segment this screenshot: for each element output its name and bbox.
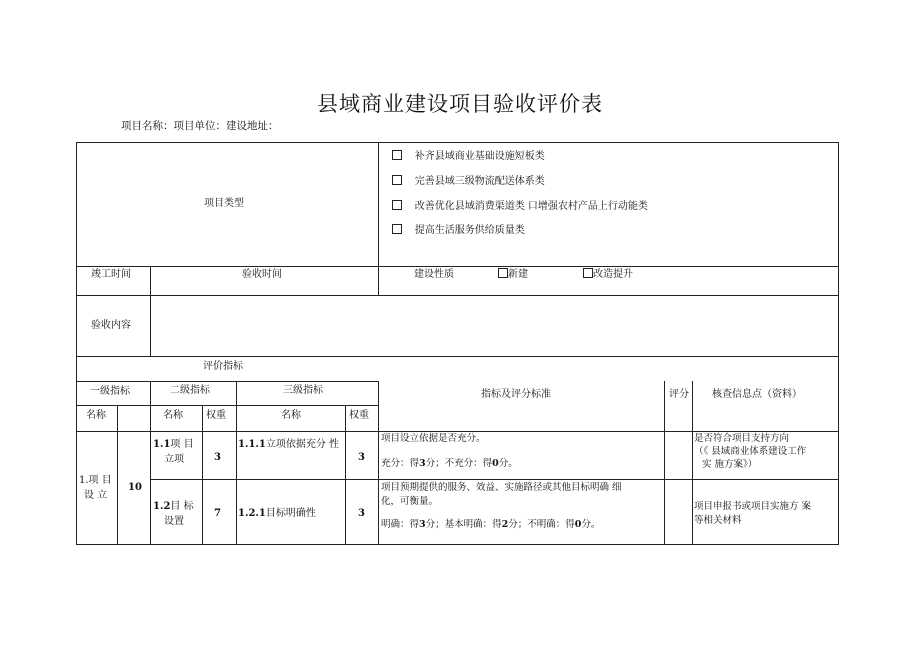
l3-name-1-2-1: 1.2.1目标明确性 [238,508,316,519]
criteria-1-2-1-scoring: 明确：得3分；基本明确：得2分；不明确：得0分。 [381,519,601,530]
level3-header: 三级指标 [283,385,323,396]
l1-name-line1: 1.项 目 [79,475,112,486]
l3-name-1-1-1: 1.1.1立项依据充分 性 [238,439,340,450]
checkbox-icon[interactable] [392,150,402,160]
l3-weight-1-1-1: 3 [358,452,365,463]
nature-new-option[interactable]: 新建 [498,268,528,282]
l2-weight-1-1: 3 [214,452,221,463]
l2-name-1-2: 1.2目 标 [153,501,194,512]
level2-header: 二级指标 [170,385,210,396]
page-title: 县域商业建设项目验收评价表 [317,92,603,116]
eval-index-header: 评价指标 [203,361,243,372]
option-consumption[interactable]: 改善优化县域消费渠道类 口增强农村产品上行动能类 [392,200,648,214]
completion-time-label: 竣工时间 [91,269,131,280]
level1-header: 一级指标 [90,386,130,397]
construction-nature-label: 建设性质 [414,269,454,280]
criteria-1-2-1-line1b: 化，可衡量。 [381,496,439,507]
option-services[interactable]: 提高生活服务供给质量类 [392,224,525,238]
acceptance-content-label: 验收内容 [91,320,131,331]
check-1-1-1-line1: 是否符合项目支持方向 [694,433,790,444]
checkbox-icon[interactable] [498,268,508,278]
l2-weight-header: 权重 [206,410,226,421]
l1-weight: 10 [128,482,142,493]
l2-name-1-2-line2: 设置 [164,516,184,527]
l3-name-header: 名称 [281,410,301,421]
l2-name-1-1: 1.1项 目 [153,439,194,450]
criteria-header: 指标及评分标准 [481,389,551,400]
checkbox-icon[interactable] [392,200,402,210]
checkbox-icon[interactable] [392,175,402,185]
check-1-1-1-line3: 实 施方案》） [702,459,758,470]
checkbox-icon[interactable] [392,224,402,234]
check-1-2-1-line1: 项目申报书或项目实施方 案 [694,501,812,512]
option-infrastructure[interactable]: 补齐县域商业基础设施短板类 [392,150,545,164]
l2-name-1-1-line2: 立项 [164,454,184,465]
l2-name-header: 名称 [163,410,183,421]
l1-name-line2: 设 立 [84,490,108,501]
criteria-1-1-1-scoring: 充分：得3分；不充分：得0分。 [381,458,518,469]
check-points-header: 核查信息点（资料） [712,389,802,400]
check-1-1-1-line2: （《 县域商业体系建设工作 [694,446,807,457]
acceptance-time-label: 验收时间 [242,269,282,280]
option-logistics[interactable]: 完善县域三级物流配送体系类 [392,175,545,189]
nature-upgrade-option[interactable]: 改造提升 [583,268,633,282]
check-1-2-1-line2: 等相关材料 [694,515,742,526]
criteria-1-2-1-line1: 项目预期提供的服务、效益、实施路径或其他目标明确 细 [381,482,622,493]
criteria-1-1-1-line1: 项目设立依据是否充分。 [381,433,486,444]
project-type-label: 项目类型 [204,198,244,209]
l1-name-header: 名称 [86,410,106,421]
checkbox-icon[interactable] [583,268,593,278]
l3-weight-1-2-1: 3 [358,508,365,519]
l3-weight-header: 权重 [349,410,369,421]
score-header: 评分 [669,389,689,400]
project-info-line: 项目名称：项目单位：建设地址： [121,120,279,132]
l2-weight-1-2: 7 [214,508,221,519]
